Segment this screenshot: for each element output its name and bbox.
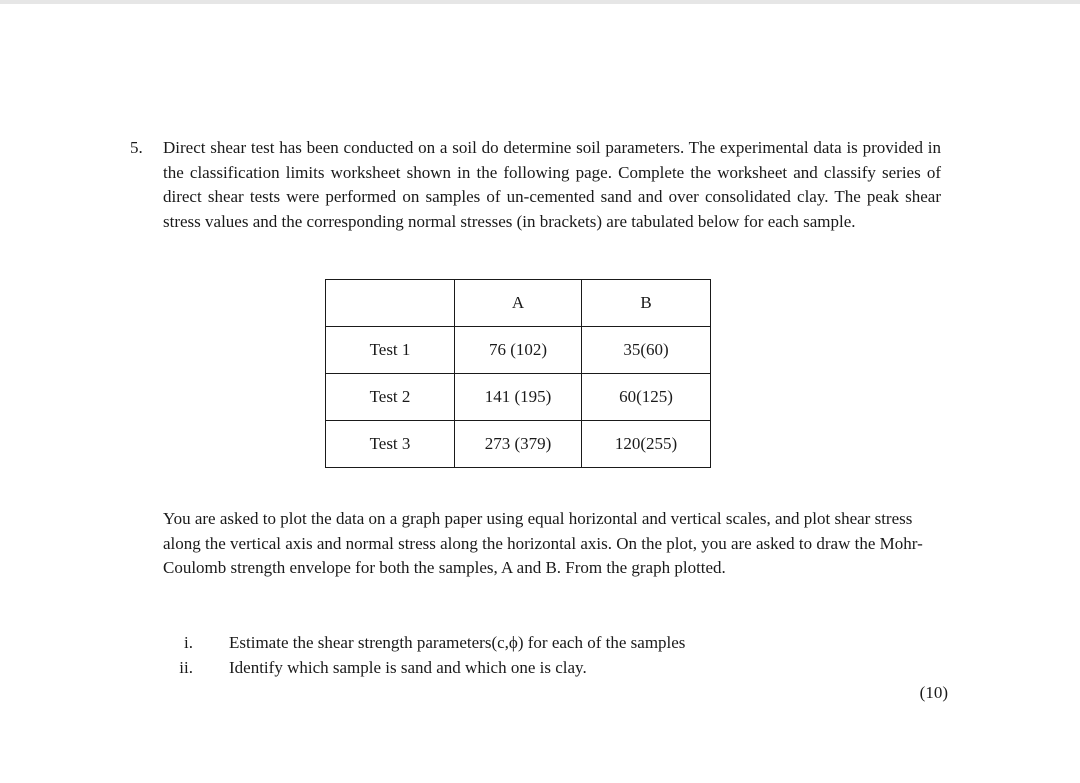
top-border xyxy=(0,0,1080,4)
row-label: Test 3 xyxy=(326,421,455,468)
marks-label: (10) xyxy=(919,683,948,702)
cell-b: 120(255) xyxy=(582,421,711,468)
question-intro: Direct shear test has been conducted on a soil do determine soil parameters. The experimental data is provided in the classification limits worksheet shown in the following page. Complete the worksheet and classify series of direct shear tests were performed on samples of un-cemented sand and over consolidated clay. The peak shear stress values and the corresponding normal stresses (in brackets) are tabulated below for each sample. xyxy=(163,138,941,231)
row-label: Test 2 xyxy=(326,374,455,421)
question-number: 5. xyxy=(130,138,143,157)
cell-a: 76 (102) xyxy=(455,327,582,374)
cell-a: 273 (379) xyxy=(455,421,582,468)
table-header-b: B xyxy=(582,280,711,327)
cell-b: 60(125) xyxy=(582,374,711,421)
table-row xyxy=(326,374,711,421)
row-label: Test 1 xyxy=(326,327,455,374)
task-text: Identify which sample is sand and which one is clay. xyxy=(229,658,587,677)
table-header-a: A xyxy=(455,280,582,327)
task-text: Estimate the shear strength parameters(c,ϕ) for each of the samples xyxy=(229,633,686,652)
table-header-row xyxy=(326,280,711,327)
table-header-empty xyxy=(326,280,455,327)
shear-data-table xyxy=(325,279,711,468)
cell-a: 141 (195) xyxy=(455,374,582,421)
question-instructions: You are asked to plot the data on a graph paper using equal horizontal and vertical scales, and plot shear stress along the vertical axis and normal stress along the horizontal axis. On the plot, you are asked to draw the Mohr-Coulomb strength envelope for both the samples, A and B. From the graph plotted. xyxy=(163,509,923,577)
table-row xyxy=(326,327,711,374)
table-row xyxy=(326,421,711,468)
cell-b: 35(60) xyxy=(582,327,711,374)
task-numeral: ii. xyxy=(179,658,193,677)
task-numeral: i. xyxy=(184,633,193,652)
